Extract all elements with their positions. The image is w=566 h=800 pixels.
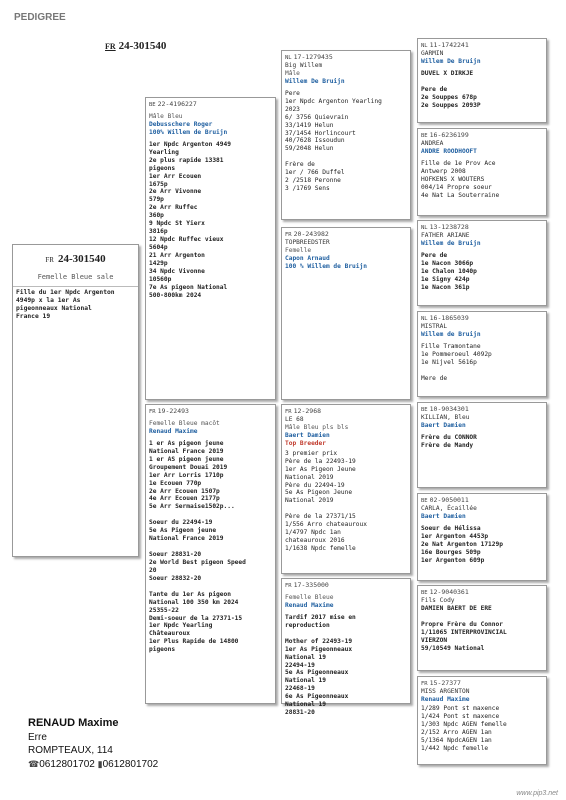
ggp-card[interactable] xyxy=(417,311,547,397)
ggp-notes: Soeur de Hélissa 1er Argenton 4453p 2e Nat Argenton 17129p 16e Bourges 509p 1er Argenton 609p xyxy=(421,524,503,564)
ggp-ring: BE 10-9034301 xyxy=(421,405,469,413)
ggp-notes: Pere de 1e Nacon 3066p 1e Chalon 1040p 1e Signy 424p 1e Nacon 361p xyxy=(421,251,477,291)
subject-ring xyxy=(13,253,138,265)
main-ring-number xyxy=(105,40,166,52)
main-ring-country: FR xyxy=(105,42,116,51)
breeder-info xyxy=(28,716,158,771)
sire-owner: Debusschere Roger 100% Willem de Bruijn xyxy=(149,120,228,136)
sire-sire-card[interactable] xyxy=(281,50,411,220)
ggp-ring: NL 13-1238728 xyxy=(421,223,469,231)
sire-dam-card[interactable] xyxy=(281,227,411,400)
ggp-card[interactable] xyxy=(417,676,547,765)
ggp-owner: Willem de Bruijn xyxy=(421,239,481,247)
dam-sire-title: Top Breeder xyxy=(285,439,326,447)
ggp-name: MISTRAL xyxy=(421,323,448,331)
ggp-name: KILLIAN, Bleu xyxy=(421,414,470,422)
ggp-notes: 1/289 Pont st maxence 1/424 Pont st maxence 1/303 Npdc AGEN femelle 2/152 Arro AGEN 1an 5/1364 NpdcAGEN 1an 1/442 Npdc femelle xyxy=(421,704,507,752)
footer-url[interactable]: www.pip3.net xyxy=(516,790,558,797)
ggp-owner: Baert Damien xyxy=(421,421,466,429)
dam-owner: Renaud Maxime xyxy=(149,427,198,435)
ggp-notes: Fille Tramontane 1e Pommeroeul 4092p 1e Nijvel 5616p Mere de xyxy=(421,342,492,382)
ggp-notes: Fille de 1e Prov Ace Antwerp 2008 HOFKENS X WOUTERS 004/14 Propre soeur 4e Nat La Souterraine xyxy=(421,159,500,199)
dam-dam-ring: FR 17-335000 xyxy=(285,581,329,589)
dam-dam-sex: Femelle Bleue xyxy=(285,594,334,602)
ggp-ring: BE 16-6236199 xyxy=(421,131,469,139)
dam-sex: Femelle Bleue macôt xyxy=(149,420,220,428)
ggp-ring: NL 16-1865039 xyxy=(421,314,469,322)
dam-dam-owner: Renaud Maxime xyxy=(285,601,334,609)
ggp-notes: Frère du CONNOR Frère de Mandy xyxy=(421,433,477,449)
dam-ring: FR 19-22493 xyxy=(149,407,189,415)
sire-notes: 1er Npdc Argenton 4949 Yearling 2e plus rapide 13381 pigeons 1er Arr Ecouen 1675p 2e Arr Vivonne 579p 2e Arr Ruffec 360p 9 Npdc St Yierx 3816p 12 Npdc Ruffec vieux 5604p 21 Arr Argenton 1429p 34 Npdc Vivonne 10560p 7e As pigeon National 500-800km 2024 xyxy=(149,140,231,299)
breeder-phone[interactable]: 0612801702 xyxy=(39,758,95,770)
ggp-owner: ANDRE ROODHOOFT xyxy=(421,147,477,155)
ggp-name: Fils Cody xyxy=(421,597,455,605)
ggp-notes: Propre Frère du Connor 1/11065 INTERPROVINCIAL VIERZON 59/10549 National xyxy=(421,620,507,652)
dam-sire-card[interactable] xyxy=(281,404,411,574)
dam-sire-ring: FR 12-2968 xyxy=(285,407,322,415)
dam-sire-owner: Baert Damien xyxy=(285,431,330,439)
ggp-card[interactable] xyxy=(417,585,547,671)
ggp-name: FATHER ARIANE xyxy=(421,232,470,240)
sire-sire-ring: NL 17-1279435 xyxy=(285,53,333,61)
phone-icon: ☎ xyxy=(28,758,40,769)
breeder-phones xyxy=(28,758,158,772)
subject-sex: Femelle Bleue sale xyxy=(37,273,114,281)
sire-dam-ring: FR 20-243982 xyxy=(285,230,329,238)
subject-description: Fille du 1er Npdc Argenton 4949p x la 1er As pigeonneaux National France 19 xyxy=(16,289,115,321)
subject-ring-number: 24-301540 xyxy=(57,253,106,265)
mobile-icon: ▮ xyxy=(97,758,103,769)
subject-ring-country: FR xyxy=(45,256,54,264)
ggp-name: CARLA, Écaillée xyxy=(421,505,477,513)
breeder-mobile[interactable]: 0612801702 xyxy=(102,758,159,770)
ggp-owner: Renaud Maxime xyxy=(421,695,470,703)
ggp-card[interactable] xyxy=(417,402,547,488)
ggp-ring: BE 02-9050011 xyxy=(421,496,469,504)
dam-dam-notes: Tardif 2017 mise en reproduction Mother of 22493-19 1er As Pigeonneaux National 19 22494-19 5e As Pigeonneaux National 19 22468-19 6e As Pigeonneaux National 19 28831-20 xyxy=(285,613,356,717)
ggp-notes: DUVEL X DIRKJE Pere de 2e Souppes 678p 2e Souppes 2093P xyxy=(421,69,481,109)
page-title: PEDIGREE xyxy=(14,12,66,23)
dam-dam-card[interactable] xyxy=(281,578,411,717)
sire-card[interactable] xyxy=(145,97,276,400)
ggp-name: GARMIN xyxy=(421,50,444,58)
dam-sire-notes: 3 premier prix Père de la 22493-19 1er As Pigeon Jeune National 2019 Père du 22494-19 5e As Pigeon Jeune National 2019 Père de la 27371/15 1/556 Arro chateauroux 1/4797 Npdc 1an chateauroux 2016 1/1638 Npdc femelle xyxy=(285,449,367,553)
sire-sire-sex: Mâle xyxy=(285,69,300,77)
sire-dam-sex: Femelle xyxy=(285,246,312,254)
ggp-owner: Baert Damien xyxy=(421,512,466,520)
sire-sire-name: Big Willem xyxy=(285,62,323,70)
ggp-card[interactable] xyxy=(417,38,547,123)
dam-sire-name: LE 68 xyxy=(285,416,304,424)
dam-notes: 1 er As pigeon jeune National France 2019 1 er AS pigeon jeune Groupement Douai 2019 1er Arr Lorris 1710p 1e Ecouen 770p 2e Arr Ecouen 1507p 4e Arr Ecouen 2177p 5e Arr Sermaise1502p... Soeur du 22494-19 5e As Pigeon jeune National France 2019 Soeur 28831-20 2e World Best pigeon Speed 20 Soeur 28832-20 Tante du 1er As pigeon National 100 350 km 2024 25355-22 Demi-soeur de la 27371-15 1er Npdc Yearling Châteauroux 1er Plus Rapide de 14800 pigeons xyxy=(149,439,246,654)
ggp-ring: FR 15-27377 xyxy=(421,679,461,687)
dam-card[interactable] xyxy=(145,404,276,704)
breeder-city: Erre xyxy=(28,731,47,743)
breeder-name: RENAUD Maxime xyxy=(28,717,119,729)
dam-sire-sex: Mâle Bleu pls bls xyxy=(285,423,349,431)
breeder-address: ROMPTEAUX, 114 xyxy=(28,745,113,757)
sire-sire-owner: Willem De Bruijn xyxy=(285,77,345,85)
ggp-card[interactable] xyxy=(417,220,547,306)
sire-sex: Mâle Bleu xyxy=(149,113,183,121)
ggp-card[interactable] xyxy=(417,493,547,581)
ggp-owner: Willem de Bruijn xyxy=(421,330,481,338)
sire-dam-owner: Capon Arnaud 100 % Willem de Bruijn xyxy=(285,254,367,270)
main-ring-value: 24-301540 xyxy=(118,40,167,52)
ggp-ring: NL 11-1742241 xyxy=(421,41,469,49)
ggp-card[interactable] xyxy=(417,128,547,216)
ggp-ring: BE 12-9040361 xyxy=(421,588,469,596)
ggp-owner: Willem De Bruijn xyxy=(421,57,481,65)
sire-sire-notes: Pere 1er Npdc Argenton Yearling 2023 6/ 3756 Quievrain 33/1419 Helun 37/1454 Horlincourt 40/7628 Issoudun 59/2048 Helun Frère de 1er / 766 Duffel 2 /2518 Peronne 3 /1769 Sens xyxy=(285,89,382,193)
ggp-owner: DAMIEN BAERT DE ERE xyxy=(421,604,492,612)
ggp-name: ANDREA xyxy=(421,140,444,148)
sire-ring: BE 22-4196227 xyxy=(149,100,197,108)
sire-dam-name: TOPBREEDSTER xyxy=(285,239,330,247)
subject-card[interactable] xyxy=(12,244,139,557)
ggp-name: MISS ARGENTON xyxy=(421,688,470,696)
